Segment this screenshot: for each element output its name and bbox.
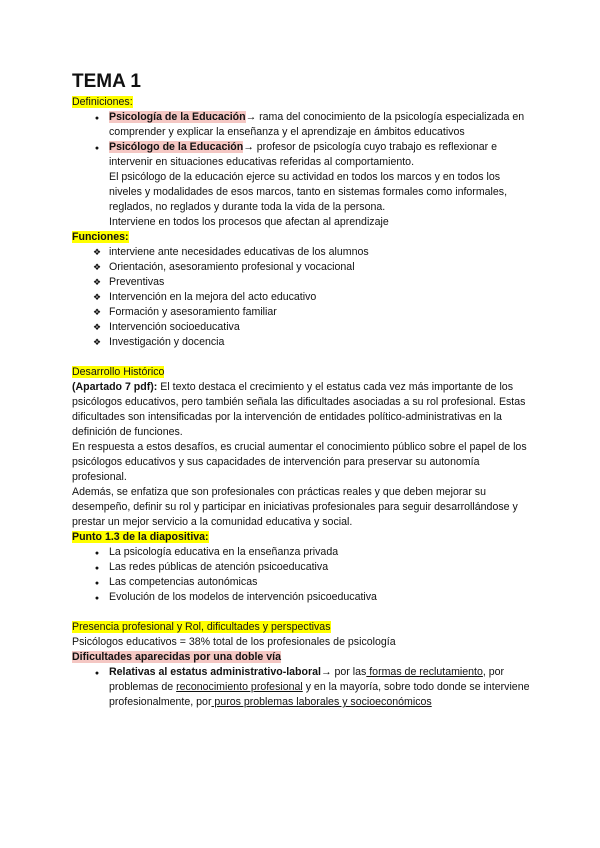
list-item-text: Investigación y docencia — [109, 336, 225, 348]
paragraph-text: El texto destaca el crecimiento y el estatus cada vez más importante de los psicólogos educativos, pero también señala las dificultades asociadas a su rol profesional. Estas dificultades son intensificadas por la intervención de entidades político-administrativas en la definición de funciones. — [72, 381, 526, 438]
list-item — [72, 560, 532, 575]
diamond-bullet-icon — [91, 260, 103, 275]
definition-extra: Interviene en todos los procesos que afectan al aprendizaje — [109, 216, 389, 228]
definition-term: Psicología de la Educación — [109, 111, 246, 123]
list-item-text: Las competencias autonómicas — [109, 576, 258, 588]
list-item — [72, 290, 532, 305]
bullet-icon — [91, 665, 103, 681]
list-item — [72, 275, 532, 290]
punto-heading: Punto 1.3 de la diapositiva: — [72, 531, 209, 543]
list-item-text: La psicología educativa en la enseñanza privada — [109, 546, 339, 558]
bullet-icon — [91, 545, 103, 561]
list-item — [72, 110, 532, 140]
list-item — [72, 335, 532, 350]
list-item-text: Evolución de los modelos de intervención psicoeducativa — [109, 591, 377, 603]
dificultades-list — [72, 665, 532, 710]
desarrollo-paragraph: Además, se enfatiza que son profesionales con prácticas reales y que deben mejorar su desempeño, definir su rol y participar en iniciativas profesionales para seguir desarrollándose y prestar un mejor servicio a la comunidad educativa y social. — [72, 486, 518, 528]
bullet-icon — [91, 110, 103, 126]
list-item — [72, 545, 532, 560]
punto-list — [72, 545, 532, 605]
presencia-heading: Presencia profesional y Rol, dificultades y perspectivas — [72, 621, 331, 633]
list-item — [72, 665, 532, 710]
bullet-icon — [91, 590, 103, 606]
arrow-icon: → — [245, 111, 257, 123]
list-item — [72, 305, 532, 320]
definiciones-heading: Definiciones: — [72, 96, 133, 108]
desarrollo-paragraph — [72, 380, 532, 440]
definition-term: Psicólogo de la Educación — [109, 141, 244, 153]
document-page — [72, 70, 532, 710]
definiciones-list — [72, 110, 532, 170]
dificultades-heading: Dificultades aparecidas por una doble vía — [72, 651, 281, 663]
list-item-text: Las redes públicas de atención psicoeducativa — [109, 561, 329, 573]
text-fragment: , por problemas de — [109, 666, 505, 693]
arrow-icon: → — [243, 141, 254, 153]
underlined-text: reconocimiento profesional — [176, 681, 303, 693]
desarrollo-paragraph: En respuesta a estos desafíos, es crucial aumentar el conocimiento público sobre el papel de los psicólogos educativos y sus capacidades de intervención para preservar su autonomía profesional. — [72, 441, 527, 483]
list-item-text: Orientación, asesoramiento profesional y vocacional — [109, 261, 355, 273]
definition-extra: El psicólogo de la educación ejerce su actividad en todos los marcos y en todos los niveles y modalidades de esos marcos, tanto en sistemas formales como informales, reglados, no reglados y durante toda la vida de la persona. — [109, 171, 508, 213]
text-fragment: por las — [331, 666, 367, 678]
diamond-bullet-icon — [91, 290, 103, 305]
bullet-icon — [91, 560, 103, 576]
diamond-bullet-icon — [91, 320, 103, 335]
page-title: TEMA 1 — [72, 71, 141, 92]
list-item-text: interviene ante necesidades educativas de los alumnos — [109, 246, 369, 258]
definition-text: profesor de psicología cuyo trabajo es reflexionar e intervenir en situaciones educativas referidas al comportamiento. — [109, 141, 498, 168]
list-item — [72, 320, 532, 335]
definition-text: rama del conocimiento de la psicología especializada en comprender y explicar la enseñanza y el aprendizaje en ámbitos educativos — [109, 111, 525, 138]
funciones-list — [72, 245, 532, 350]
bullet-icon — [91, 575, 103, 591]
list-item — [72, 245, 532, 260]
diamond-bullet-icon — [91, 335, 103, 350]
list-item — [72, 590, 532, 605]
text-fragment: y en la mayoría, sobre todo donde se interviene profesionalmente, por — [109, 681, 530, 708]
desarrollo-ref: (Apartado 7 pdf): — [72, 381, 158, 393]
list-item-text: Formación y asesoramiento familiar — [109, 306, 277, 318]
diamond-bullet-icon — [91, 275, 103, 290]
list-item-text: Intervención en la mejora del acto educativo — [109, 291, 317, 303]
underlined-text: formas de reclutamiento — [366, 666, 483, 678]
dificultad-term: Relativas al estatus administrativo-laboral — [109, 666, 321, 678]
presencia-stat: Psicólogos educativos = 38% total de los profesionales de psicología — [72, 636, 396, 648]
list-item-text: Intervención socioeducativa — [109, 321, 240, 333]
list-item — [72, 575, 532, 590]
diamond-bullet-icon — [91, 245, 103, 260]
arrow-icon: → — [320, 666, 332, 678]
desarrollo-heading: Desarrollo Histórico — [72, 366, 165, 378]
bullet-icon — [91, 140, 103, 156]
list-item — [72, 140, 532, 170]
funciones-heading: Funciones: — [72, 231, 129, 243]
underlined-text: puros problemas laborales y socioeconómicos — [211, 696, 432, 708]
list-item — [72, 260, 532, 275]
diamond-bullet-icon — [91, 305, 103, 320]
list-item-text: Preventivas — [109, 276, 165, 288]
